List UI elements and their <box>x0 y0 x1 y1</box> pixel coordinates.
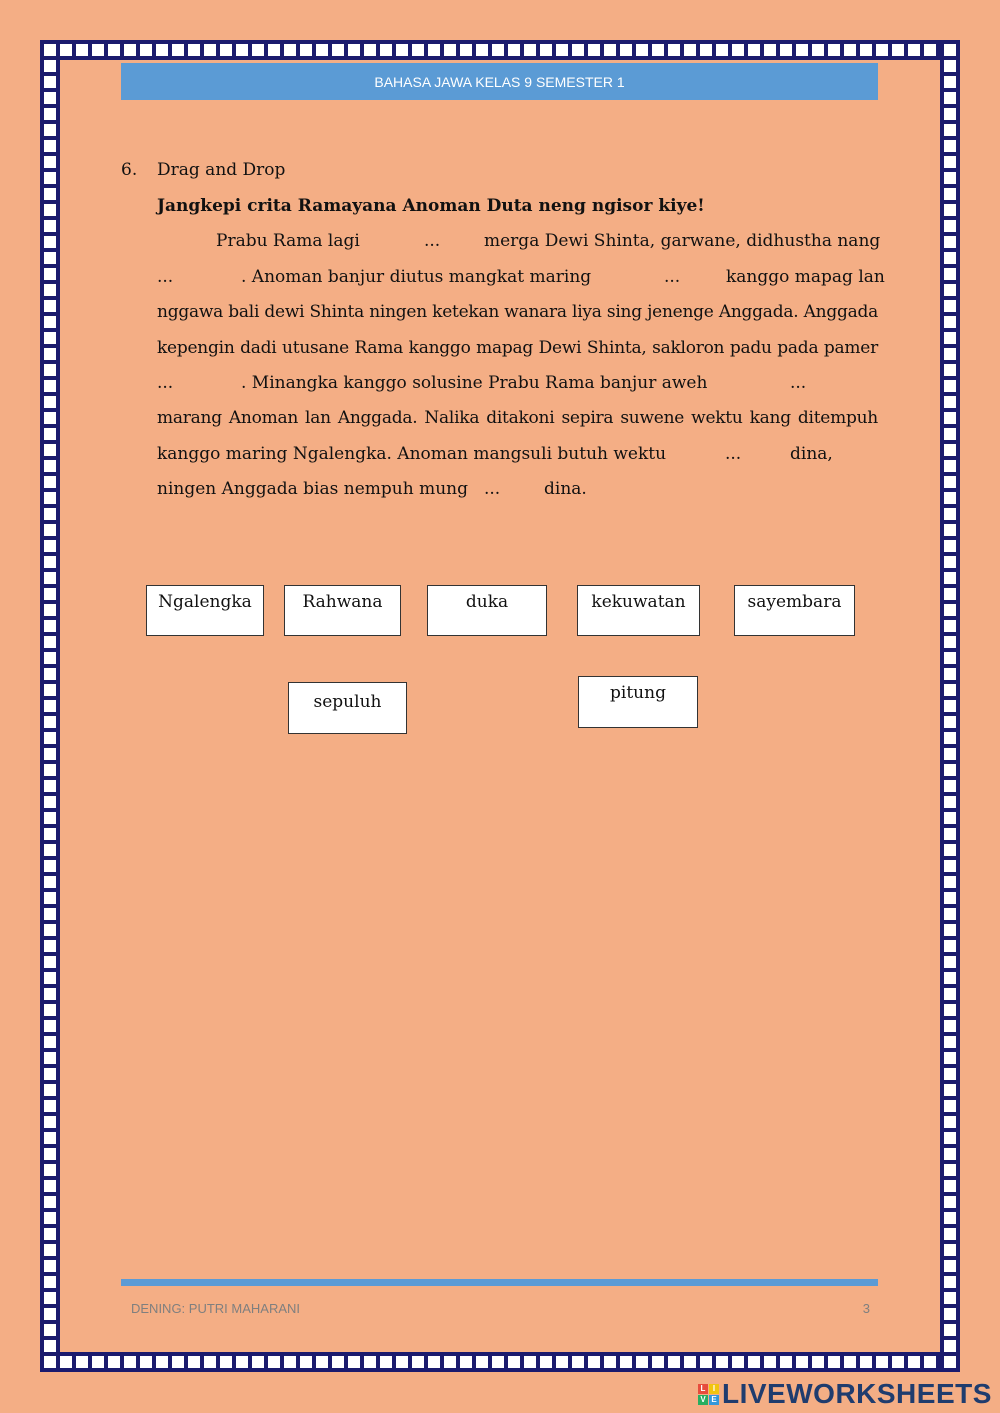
logo-letter: V <box>698 1395 708 1405</box>
paragraph-text: dina, <box>790 444 833 464</box>
question-instruction: Jangkepi crita Ramayana Anoman Duta neng ngisor kiye! <box>157 196 705 216</box>
question-number: 6. <box>121 160 138 180</box>
paragraph-text: Prabu Rama lagi <box>216 231 360 251</box>
footer-rule <box>121 1279 878 1286</box>
drop-zone-4[interactable] <box>157 373 173 393</box>
logo-letter: L <box>698 1384 708 1394</box>
paragraph-line <box>157 302 878 322</box>
page-border-bottom <box>40 1352 960 1372</box>
drop-zone-placeholder: ... <box>484 479 501 499</box>
choice-ngalengka[interactable]: Ngalengka <box>146 585 264 636</box>
paragraph-line <box>726 267 885 287</box>
page-border-top <box>40 40 960 60</box>
drop-zone-3[interactable] <box>664 267 680 287</box>
drop-zone-6[interactable] <box>725 444 741 464</box>
paragraph-line <box>544 479 587 499</box>
drop-zone-placeholder: ... <box>157 373 174 393</box>
choice-rahwana[interactable]: Rahwana <box>284 585 401 636</box>
paragraph-text: ningen Anggada bias nempuh mung <box>157 479 468 499</box>
logo-letter: I <box>709 1384 719 1394</box>
choice-kekuwatan[interactable]: kekuwatan <box>577 585 700 636</box>
paragraph-line <box>216 231 360 251</box>
paragraph-text: kanggo maring Ngalengka. Anoman mangsuli butuh wektu <box>157 444 667 464</box>
paragraph-text: kanggo mapag lan <box>726 267 885 287</box>
paragraph-line <box>157 479 468 499</box>
drop-zone-placeholder: ... <box>725 444 742 464</box>
choice-sepuluh[interactable]: sepuluh <box>288 682 407 734</box>
liveworksheets-logo-icon <box>698 1384 719 1405</box>
liveworksheets-wordmark: LIVEWORKSHEETS <box>722 1378 992 1409</box>
drop-zone-5[interactable] <box>790 373 806 393</box>
paragraph-line <box>790 444 833 464</box>
drop-zone-placeholder: ... <box>424 231 441 251</box>
drop-zone-2[interactable] <box>157 267 173 287</box>
paragraph-text: . Anoman banjur diutus mangkat maring <box>241 267 592 287</box>
header-bar <box>121 63 878 100</box>
paragraph-line <box>241 373 707 393</box>
page-border-left <box>40 40 60 1372</box>
drop-zone-7[interactable] <box>484 479 500 499</box>
paragraph-text: dina. <box>544 479 587 499</box>
paragraph-line <box>241 267 591 287</box>
page-border-right <box>940 40 960 1372</box>
paragraph-text: . Minangka kanggo solusine Prabu Rama banjur aweh <box>241 373 708 393</box>
drop-zone-1[interactable] <box>424 231 440 251</box>
choice-duka[interactable]: duka <box>427 585 547 636</box>
choice-sayembara[interactable]: sayembara <box>734 585 855 636</box>
paragraph-line <box>157 338 878 358</box>
paragraph-line <box>484 231 881 251</box>
drop-zone-placeholder: ... <box>664 267 681 287</box>
paragraph-text: marang Anoman lan Anggada. Nalika ditakoni sepira suwene wektu kang ditempuh <box>157 408 878 428</box>
footer-page-number: 3 <box>862 1301 870 1316</box>
header-title: BAHASA JAWA KELAS 9 SEMESTER 1 <box>374 73 625 90</box>
paragraph-text: merga Dewi Shinta, garwane, didhustha nang <box>484 231 881 251</box>
paragraph-line <box>157 444 666 464</box>
drop-zone-placeholder: ... <box>790 373 807 393</box>
liveworksheets-brand[interactable] <box>698 1378 992 1410</box>
drop-zone-placeholder: ... <box>157 267 174 287</box>
logo-letter: E <box>709 1395 719 1405</box>
paragraph-line <box>157 408 878 428</box>
question-title: Drag and Drop <box>157 160 286 180</box>
paragraph-text: kepengin dadi utusane Rama kanggo mapag Dewi Shinta, sakloron padu pada pamer <box>157 338 878 358</box>
choice-pitung[interactable]: pitung <box>578 676 698 728</box>
paragraph-text: nggawa bali dewi Shinta ningen ketekan wanara liya sing jenenge Anggada. Anggada <box>157 302 878 322</box>
footer-author: DENING: PUTRI MAHARANI <box>131 1301 301 1316</box>
